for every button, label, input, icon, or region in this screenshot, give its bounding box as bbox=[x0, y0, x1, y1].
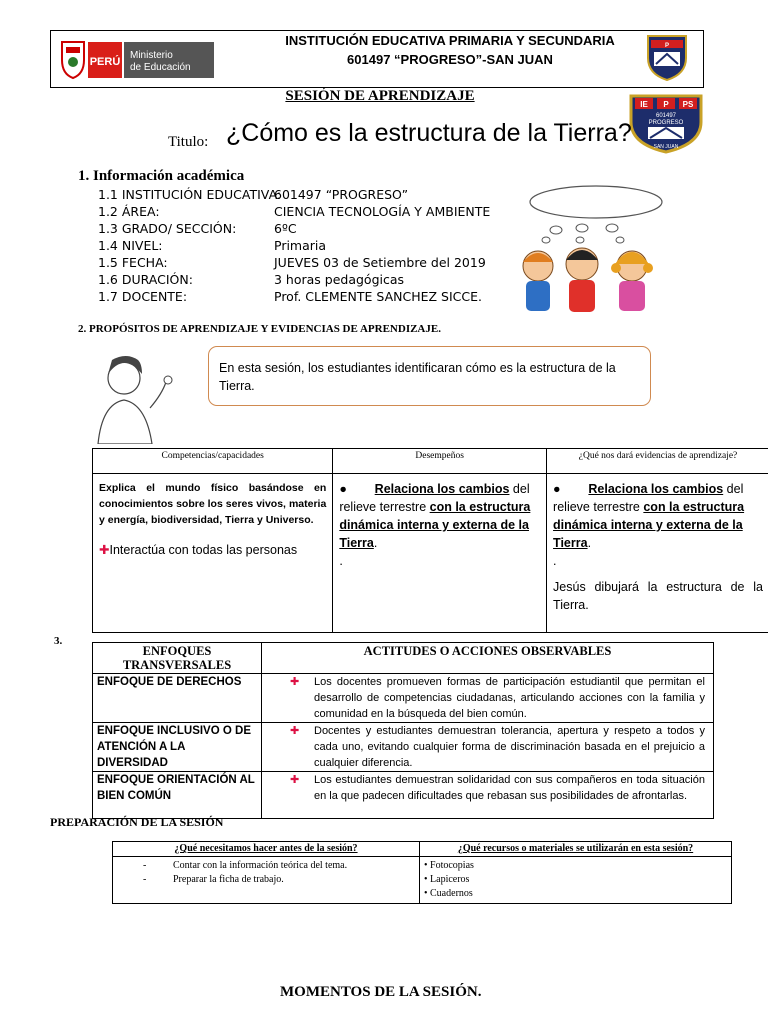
minedu-logo bbox=[58, 38, 218, 82]
header-school-code: 601497 “PROGRESO”-SAN JUAN bbox=[347, 52, 553, 67]
actitudes-header: ACTITUDES O ACCIONES OBSERVABLES bbox=[262, 643, 714, 674]
badge-letter-p: P bbox=[663, 100, 669, 109]
prep-header-before: ¿Qué necesitamos hacer antes de la sesión? bbox=[113, 842, 420, 857]
info-label: 1.4 NIVEL: bbox=[98, 238, 163, 253]
section1-heading: 1. Información académica bbox=[78, 168, 245, 184]
performance-end: . bbox=[373, 536, 378, 550]
performance-link: Relaciona los cambios bbox=[374, 482, 510, 496]
info-label: 1.7 DOCENTE: bbox=[98, 289, 188, 304]
lesson-title: ¿Cómo es la estructura de la Tierra? bbox=[226, 119, 632, 147]
badge-letter-ps: PS bbox=[682, 100, 694, 109]
performance-bold: con la estructura dinámica interna y externa de la Tierra bbox=[339, 500, 531, 550]
performance-cell bbox=[333, 474, 547, 633]
info-label: 1.6 DURACIÓN: bbox=[98, 272, 193, 287]
logo-country: PERÚ bbox=[89, 56, 121, 68]
momentos-heading: MOMENTOS DE LA SESIÓN. bbox=[280, 984, 482, 1000]
prep-materials-cell bbox=[420, 857, 732, 904]
evidence-extra: Jesús dibujará la estructura de la Tierra. bbox=[553, 580, 763, 612]
capacity-extra bbox=[99, 542, 326, 557]
enfoque-name: ENFOQUE ORIENTACIÓN AL BIEN COMÚN bbox=[93, 772, 262, 819]
section3-number: 3. bbox=[54, 635, 63, 647]
badge-small-letters: P bbox=[664, 43, 670, 49]
material-item: • Cuadernos bbox=[424, 888, 473, 899]
evidence-mid: del relieve terrestre bbox=[553, 482, 744, 514]
badge-letter-ie: IE bbox=[640, 100, 648, 109]
comp-header-competencias: Competencias/capacidades bbox=[93, 449, 333, 474]
section2-heading: 2. PROPÓSITOS DE APRENDIZAJE Y EVIDENCIAS DE APRENDIZAJE. bbox=[78, 323, 441, 335]
title-label: Titulo: bbox=[168, 134, 209, 150]
competency-table bbox=[92, 448, 768, 633]
prep-header-materials: ¿Qué recursos o materiales se utilizarán en esta sesión? bbox=[420, 842, 732, 857]
capacity-extra-text: Interactúa con todas las personas bbox=[109, 543, 298, 557]
arrow-bullet-icon: ✚ bbox=[290, 774, 300, 786]
comp-header-desempenos: Desempeños bbox=[333, 449, 547, 474]
enfoque-desc bbox=[262, 772, 714, 819]
material-text: Fotocopias bbox=[430, 860, 474, 871]
performance-text bbox=[339, 480, 540, 552]
material-item: • Fotocopias bbox=[424, 860, 474, 871]
enfoque-name: ENFOQUE INCLUSIVO O DE ATENCIÓN A LA DIVERSIDAD bbox=[93, 723, 262, 772]
performance-dot: . bbox=[339, 554, 343, 568]
badge-number: 601497 bbox=[655, 113, 677, 119]
info-value: 601497 “PROGRESO” bbox=[274, 187, 409, 202]
purpose-box: En esta sesión, los estudiantes identificaran cómo es la estructura de la Tierra. bbox=[208, 346, 651, 406]
evidence-dot: . bbox=[553, 554, 557, 568]
peru-shield-icon bbox=[62, 42, 84, 78]
enfoque-name: ENFOQUE DE DERECHOS bbox=[93, 674, 262, 723]
header-institution: INSTITUCIÓN EDUCATIVA PRIMARIA Y SECUNDARIA bbox=[285, 33, 615, 48]
bullet-icon: ● bbox=[553, 482, 561, 496]
info-value: CIENCIA TECNOLOGÍA Y AMBIENTE bbox=[274, 204, 491, 219]
preparation-heading: PREPARACIÓN DE LA SESIÓN bbox=[50, 815, 224, 829]
evidence-end: . bbox=[587, 536, 592, 550]
evidence-bold: con la estructura dinámica interna y externa de la Tierra bbox=[553, 500, 745, 550]
badge-name: PROGRESO bbox=[648, 120, 684, 126]
session-title: SESIÓN DE APRENDIZAJE bbox=[285, 88, 475, 104]
arrow-bullet-icon: ✚ bbox=[290, 676, 300, 688]
enfoque-desc-text: Docentes y estudiantes demuestran tolerancia, apertura y respeto a todos y cada uno, evitando cualquier forma de discriminación basada en el prejuicio a cualquier diferencia. bbox=[314, 725, 705, 769]
arrow-bullet-icon: ✚ bbox=[290, 725, 300, 737]
prep-before-item: - Contar con la información teórica del tema. bbox=[143, 860, 348, 871]
evidence-text bbox=[553, 480, 763, 552]
arrow-bullet-icon: ✚ bbox=[99, 543, 110, 557]
enfoques-header: ENFOQUES TRANSVERSALES bbox=[93, 643, 262, 674]
enfoques-table bbox=[92, 642, 714, 819]
capacity-text: Explica el mundo físico basándose en conocimientos sobre los seres vivos, materia y energía, biodiversidad, Tierra y Universo. bbox=[99, 482, 327, 526]
info-value: JUEVES 03 de Setiembre del 2019 bbox=[274, 255, 486, 270]
preparation-table bbox=[112, 841, 732, 904]
info-label: 1.3 GRADO/ SECCIÓN: bbox=[98, 221, 237, 236]
performance-mid: del relieve terrestre bbox=[339, 482, 530, 514]
enfoque-desc-text: Los estudiantes demuestran solidaridad con sus compañeros en toda situación en la que padecen dificultades que rebasan sus posibilidades de afrontarlas. bbox=[314, 774, 705, 802]
info-value: 6ºC bbox=[274, 221, 297, 236]
bullet-icon: ● bbox=[339, 482, 347, 496]
info-value: 3 horas pedagógicas bbox=[274, 272, 405, 287]
info-label: 1.5 FECHA: bbox=[98, 255, 168, 270]
badge-city: SAN JUAN bbox=[653, 144, 679, 150]
enfoque-desc bbox=[262, 674, 714, 723]
comp-header-evidencias: ¿Qué nos dará evidencias de aprendizaje? bbox=[547, 449, 768, 474]
info-value: Prof. CLEMENTE SANCHEZ SICCE. bbox=[274, 289, 482, 304]
logo-ministry-line1: Ministerio bbox=[130, 50, 173, 61]
competency-cell bbox=[93, 474, 333, 633]
enfoque-desc bbox=[262, 723, 714, 772]
prep-before-text: Contar con la información teórica del tema. bbox=[173, 860, 348, 871]
info-value: Primaria bbox=[274, 238, 327, 253]
material-text: Cuadernos bbox=[430, 888, 473, 899]
thinking-kids-illustration bbox=[512, 182, 670, 318]
info-label: 1.2 ÁREA: bbox=[98, 204, 160, 219]
info-label: 1.1 INSTITUCIÓN EDUCATIVA: bbox=[98, 187, 282, 202]
evidence-link: Relaciona los cambios bbox=[588, 482, 724, 496]
prep-before-text: Preparar la ficha de trabajo. bbox=[173, 874, 284, 885]
prep-before-cell bbox=[113, 857, 420, 904]
evidence-cell bbox=[547, 474, 768, 633]
logo-ministry-line2: de Educación bbox=[130, 62, 191, 73]
prep-before-item: - Preparar la ficha de trabajo. bbox=[143, 874, 284, 885]
teacher-illustration bbox=[80, 352, 184, 444]
material-text: Lapiceros bbox=[430, 874, 470, 885]
enfoque-desc-text: Los docentes promueven formas de participación estudiantil que permitan el desarrollo de competencias ciudadanas, articulando acciones con la familia y comunidad en la búsqueda del bien común. bbox=[314, 676, 705, 720]
material-item: • Lapiceros bbox=[424, 874, 470, 885]
school-badge-small-icon bbox=[646, 32, 688, 82]
school-badge-icon bbox=[628, 92, 704, 154]
